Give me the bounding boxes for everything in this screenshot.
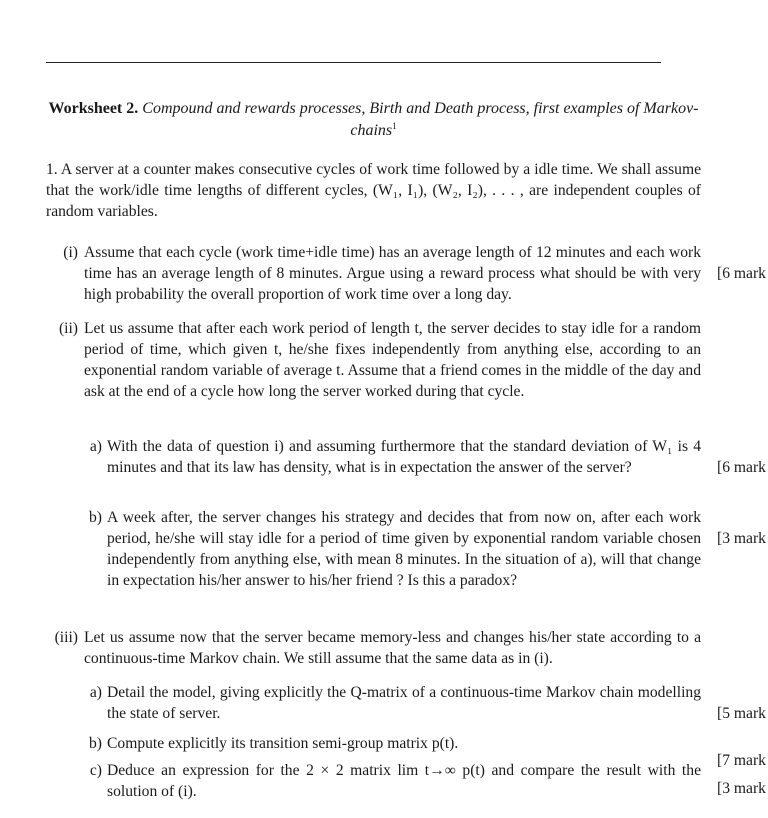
part-i-label: (i) <box>63 244 78 261</box>
part-iii-b-label: b) <box>89 735 102 752</box>
part-iii-c-label: c) <box>89 762 102 779</box>
worksheet-title <box>46 98 701 142</box>
part-ii-b-mark: [3 mark <box>717 530 766 547</box>
question-1-intro: 1. A server at a counter makes consecutive cycles of work time followed by a idle time. We shall assume that the work/idle time lengths of different cycles, (W₁, I₁), (W₂, I₂), . . . , are independent couples of random variables. <box>46 161 701 220</box>
part-ii-label: (ii) <box>58 320 78 337</box>
part-iii-text: Let us assume now that the server became memory-less and changes his/her state according to a continuous-time Markov chain. We still assume that the same data as in (i). <box>84 629 701 667</box>
part-i-mark: [6 mark <box>717 265 766 282</box>
part-iii-label: (iii) <box>54 629 78 646</box>
part-iii-a-text: Detail the model, giving explicitly the Q-matrix of a continuous-time Markov chain modelling the state of server. <box>107 684 701 722</box>
part-ii-b-text: A week after, the server changes his strategy and decides that from now on, after each work period, he/she will stay idle for a period of time given by exponential random variable chosen independently from anything else, with mean 8 minutes. In the situation of a), will that change in expectation his/her answer to his/her friend ? Is this a paradox? <box>107 509 701 589</box>
part-iii-b-mark: [7 mark <box>717 752 766 769</box>
title-bold: Worksheet 2. <box>48 100 139 117</box>
header-rule <box>46 62 661 63</box>
part-ii-b-label: b) <box>89 509 102 526</box>
part-i-text: Assume that each cycle (work time+idle time) has an average length of 12 minutes and each work time has an average length of 8 minutes. Argue using a reward process what should be with very high probability the overall proportion of work time over a long day. <box>84 244 701 303</box>
part-ii-a-label: a) <box>89 438 102 455</box>
part-ii-a-text: With the data of question i) and assuming furthermore that the standard deviation of W₁ is 4 minutes and that its law has density, what is in expectation the answer of the server? <box>107 438 701 476</box>
title-italic: Compound and rewards processes, Birth and Death process, first examples of Markov-chains <box>142 100 699 139</box>
part-iii-c-mark: [3 mark <box>717 780 766 797</box>
part-iii-a-mark: [5 mark <box>717 705 766 722</box>
footnote-marker: 1 <box>392 121 397 131</box>
part-ii-text: Let us assume that after each work period of length t, the server decides to stay idle for a random period of time, which given t, he/she fixes independently from anything else, according to an exponential random variable of average t. Assume that a friend comes in the middle of the day and ask at the end of a cycle how long the server worked during that cycle. <box>84 320 701 400</box>
part-ii-a-mark: [6 mark <box>717 459 766 476</box>
part-iii-b-text: Compute explicitly its transition semi-group matrix p(t). <box>107 735 459 752</box>
part-iii-c-text: Deduce an expression for the 2 × 2 matrix lim t→∞ p(t) and compare the result with the solution of (i). <box>107 762 701 800</box>
part-iii-a-label: a) <box>89 684 102 701</box>
